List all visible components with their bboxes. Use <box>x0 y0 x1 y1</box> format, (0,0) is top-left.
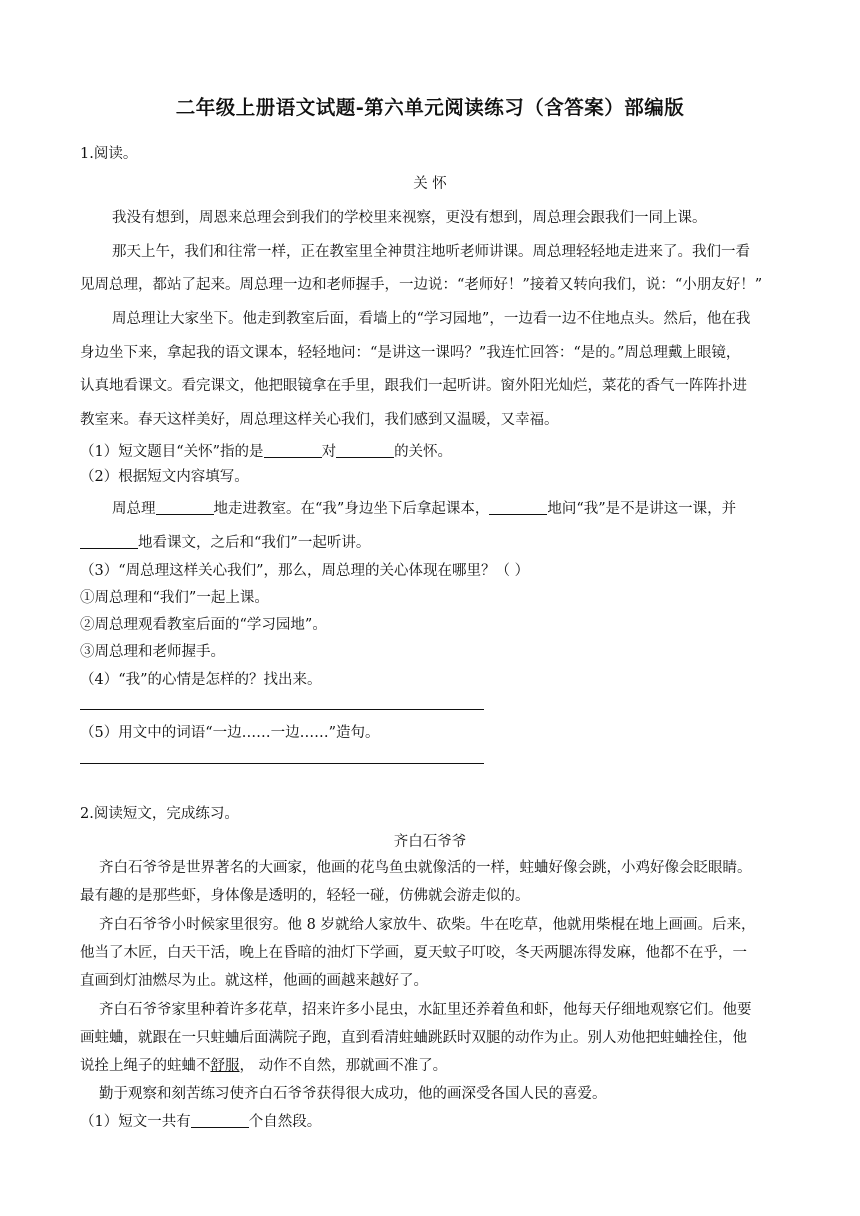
passage-2-line: 直画到灯油燃尽为止。就这样，他画的画越来越好了。 <box>80 973 428 989</box>
q1-sub2-text: 周总理 <box>112 501 156 517</box>
passage-2-text: ， 动作不自然，那就画不准了。 <box>239 1058 448 1074</box>
question-2-heading: 2.阅读短文，完成练习。 <box>80 806 239 822</box>
answer-blank[interactable] <box>191 1113 249 1129</box>
passage-2-text: 说拴上绳子的蛀蛐不 <box>80 1058 211 1074</box>
q1-sub2-heading: （2）根据短文内容填写。 <box>80 469 249 485</box>
answer-line[interactable] <box>80 763 484 764</box>
q1-sub1-mid: 对 <box>321 444 337 460</box>
passage-2-line: 画蛀蛐，就跟在一只蛀蛐后面满院子跑，直到看清蛀蛐跳跃时双腿的动作为止。别人劝他把蛀蛐拴住，他 <box>80 1030 747 1046</box>
passage-2-title: 齐白石爷爷 <box>393 834 467 850</box>
passage-2-line <box>80 1054 447 1075</box>
q1-sub3-heading: （3）“周总理这样关心我们”，那么，周总理的关心体现在哪里？（ ） <box>80 563 530 579</box>
passage-1-line: 那天上午，我们和往常一样，正在教室里全神贯注地听老师讲课。周总理轻轻地走进来了。我们一看 <box>112 244 750 260</box>
q1-sub4-heading: （4）“我”的心情是怎样的？找出来。 <box>80 672 322 688</box>
passage-2-line: 齐白石爷爷小时候家里很穷。他 8 岁就给人家放牛、砍柴。牛在吃草，他就用柴棍在地上画画。后来， <box>99 917 756 933</box>
q2-sub1 <box>80 1110 321 1131</box>
passage-1-title: 关 怀 <box>413 176 447 192</box>
passage-1-line: 认真地看课文。看完课文，他把眼镜拿在手里，跟我们一起听讲。窗外阳光灿烂，菜花的香气一阵阵扑进 <box>80 378 747 394</box>
q1-sub2-line2 <box>80 531 370 552</box>
passage-1-line: 周总理让大家坐下。他走到教室后面，看墙上的“学习园地”，一边看一边不住地点头。然后，他在我 <box>112 311 751 327</box>
q1-sub1-prefix: （1）短文题目“关怀”指的是 <box>80 444 264 460</box>
passage-2-line: 齐白石爷爷是世界著名的大画家，他画的花鸟鱼虫就像活的一样，蛀蛐好像会跳，小鸡好像会眨眼睛。 <box>99 860 752 876</box>
passage-1-line: 我没有想到，周恩来总理会到我们的学校里来视察，更没有想到，周总理会跟我们一同上课。 <box>112 210 707 226</box>
q1-sub5-heading: （5）用文中的词语“一边……一边……”造句。 <box>80 725 380 741</box>
q1-sub2-text: 地走进教室。在“我”身边坐下后拿起课本， <box>213 501 490 517</box>
q1-sub1-suffix: 的关怀。 <box>394 444 453 460</box>
passage-2-line: 最有趣的是那些虾，身体像是透明的，轻轻一碰，仿佛就会游走似的。 <box>80 888 530 904</box>
q1-sub3-option[interactable]: ②周总理观看教室后面的“学习园地”。 <box>80 617 327 633</box>
answer-blank[interactable] <box>264 443 322 459</box>
page-title: 二年级上册语文试题-第六单元阅读练习（含答案）部编版 <box>175 96 685 119</box>
q2-sub1-prefix: （1）短文一共有 <box>80 1114 191 1130</box>
q1-sub2-text: 地问“我”是不是讲这一课，并 <box>547 501 737 517</box>
question-1-heading: 1.阅读。 <box>80 146 138 162</box>
q1-sub2-line1 <box>112 497 736 518</box>
passage-2-line: 他当了木匠，白天干活，晚上在昏暗的油灯下学画，夏天蚊子叮咬，冬天两腿冻得发麻，他都不在乎，一 <box>80 945 747 961</box>
passage-1-line: 见周总理，都站了起来。周总理一边和老师握手，一边说：“老师好！”接着又转向我们，说：“小朋友好！” <box>80 277 763 293</box>
answer-blank[interactable] <box>156 500 214 516</box>
answer-blank[interactable] <box>80 534 138 550</box>
underlined-word: 舒服 <box>210 1058 240 1074</box>
q2-sub1-suffix: 个自然段。 <box>248 1114 322 1130</box>
answer-blank[interactable] <box>336 443 394 459</box>
passage-1-line: 教室来。春天这样美好，周总理这样关心我们，我们感到又温暖，又幸福。 <box>80 412 559 428</box>
passage-2-line: 勤于观察和刻苦练习使齐白石爷爷获得很大成功，他的画深受各国人民的喜爱。 <box>99 1086 607 1102</box>
q1-sub2-text: 地看课文，之后和“我们”一起听讲。 <box>138 535 371 551</box>
q1-sub1 <box>80 440 452 461</box>
q1-sub3-option[interactable]: ①周总理和“我们”一起上课。 <box>80 590 269 606</box>
answer-blank[interactable] <box>489 500 547 516</box>
passage-1-line: 身边坐下来，拿起我的语文课本，轻轻地问：“是讲这一课吗？”我连忙回答：“是的。”周总理戴上眼镜， <box>80 345 741 361</box>
passage-2-line: 齐白石爷爷家里种着许多花草，招来许多小昆虫，水缸里还养着鱼和虾，他每天仔细地观察它们。他要 <box>99 1002 752 1018</box>
answer-line[interactable] <box>80 709 484 710</box>
q1-sub3-option[interactable]: ③周总理和老师握手。 <box>80 644 225 660</box>
